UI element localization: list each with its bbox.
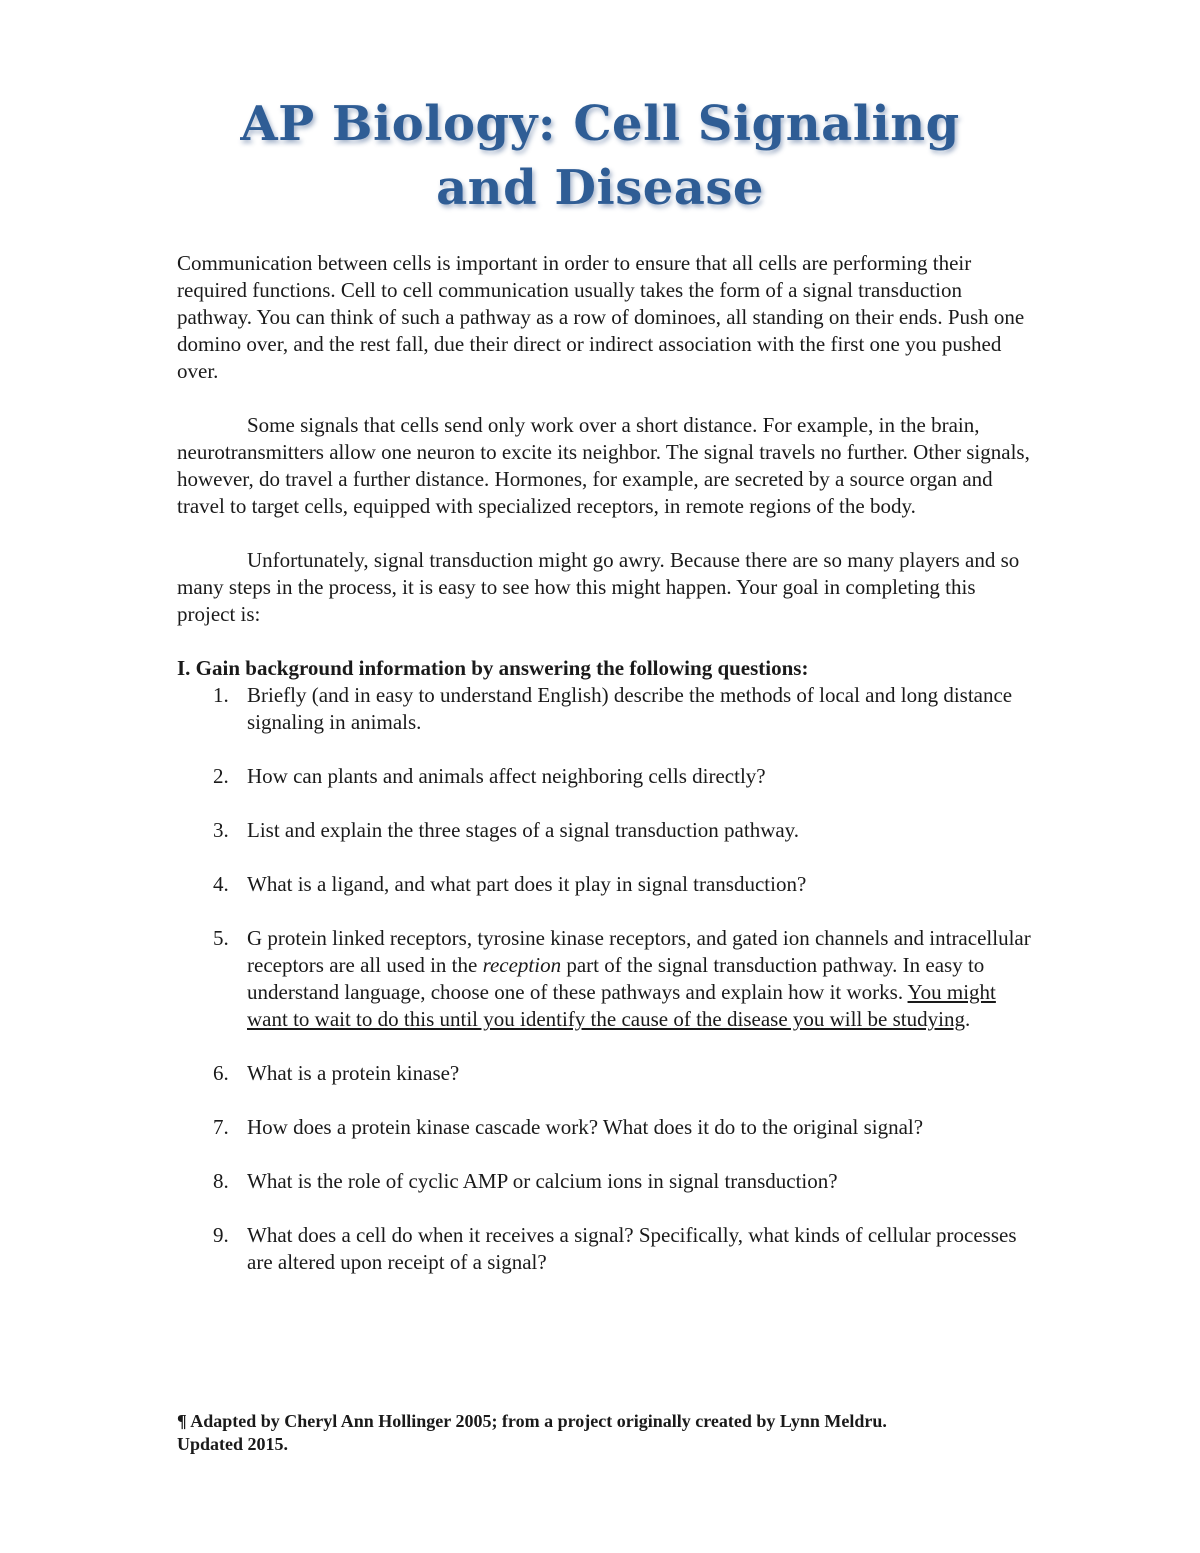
question-item bbox=[177, 925, 1037, 1033]
question-number: 2. bbox=[213, 764, 229, 788]
document-title bbox=[0, 92, 1200, 220]
question-number: 3. bbox=[213, 818, 229, 842]
footer-line-1: ¶ Adapted by Cheryl Ann Hollinger 2005; from a project originally created by Lynn Meldru. bbox=[177, 1411, 887, 1431]
question-text: How can plants and animals affect neighboring cells directly? bbox=[247, 764, 766, 788]
question-text-start: G protein linked receptors, tyrosine kinase receptors, and gated ion channels and intracellular receptors are all used in the bbox=[247, 926, 1031, 977]
question-text: How does a protein kinase cascade work? What does it do to the original signal? bbox=[247, 1115, 924, 1139]
signals-paragraph: Some signals that cells send only work over a short distance. For example, in the brain, neurotransmitters allow one neuron to excite its neighbor. The signal travels no further. Other signals, however, do travel a further distance. Hormones, for example, are secreted by a source organ and travel to target cells, equipped with specialized receptors, in remote regions of the body. bbox=[177, 413, 1030, 518]
question-text: What is a protein kinase? bbox=[247, 1061, 460, 1085]
question-text: What does a cell do when it receives a signal? Specifically, what kinds of cellular processes are altered upon receipt of a signal? bbox=[247, 1223, 1017, 1274]
document-body bbox=[177, 250, 1037, 1303]
question-item bbox=[177, 1222, 1037, 1276]
question-number: 5. bbox=[213, 926, 229, 950]
question-item bbox=[177, 763, 1037, 790]
question-text: What is a ligand, and what part does it play in signal transduction? bbox=[247, 872, 807, 896]
footer-credit bbox=[177, 1410, 1037, 1456]
question-item bbox=[177, 871, 1037, 898]
question-text-underlined: You might want to wait to do this until you identify the cause of the disease you will be studying bbox=[247, 980, 996, 1031]
question-item bbox=[177, 1060, 1037, 1087]
question-text-middle: part of the signal transduction pathway. In easy to understand language, choose one of these pathways and explain how it works. bbox=[247, 953, 985, 1004]
intro-paragraph: Communication between cells is important in order to ensure that all cells are performing their required functions. Cell to cell communication usually takes the form of a signal transduction pathway. You can think of such a pathway as a row of dominoes, all standing on their ends. Push one domino over, and the rest fall, due their direct or indirect association with the first one you pushed over. bbox=[177, 251, 1025, 383]
question-text: What is the role of cyclic AMP or calcium ions in signal transduction? bbox=[247, 1169, 838, 1193]
goal-paragraph: Unfortunately, signal transduction might go awry. Because there are so many players and so many steps in the process, it is easy to see how this might happen. Your goal in completing this project is: bbox=[177, 548, 1020, 626]
question-item bbox=[177, 817, 1037, 844]
question-number: 8. bbox=[213, 1169, 229, 1193]
question-text-italic: reception bbox=[482, 953, 562, 977]
question-text: List and explain the three stages of a signal transduction pathway. bbox=[247, 818, 800, 842]
question-text-end: . bbox=[964, 1007, 971, 1031]
question-number: 9. bbox=[213, 1223, 229, 1247]
footer-line-2: Updated 2015. bbox=[177, 1434, 289, 1454]
question-item bbox=[177, 1168, 1037, 1195]
question-number: 7. bbox=[213, 1115, 229, 1139]
question-number: 6. bbox=[213, 1061, 229, 1085]
question-number: 1. bbox=[213, 683, 229, 707]
section-heading: I. Gain background information by answering the following questions: bbox=[177, 656, 809, 680]
title-line-1: AP Biology: Cell Signaling bbox=[240, 96, 960, 152]
question-text: Briefly (and in easy to understand English) describe the methods of local and long distance signaling in animals. bbox=[247, 683, 1013, 734]
question-item bbox=[177, 682, 1037, 736]
question-number: 4. bbox=[213, 872, 229, 896]
title-line-2: and Disease bbox=[436, 160, 764, 216]
question-list bbox=[177, 682, 1037, 1276]
question-item bbox=[177, 1114, 1037, 1141]
